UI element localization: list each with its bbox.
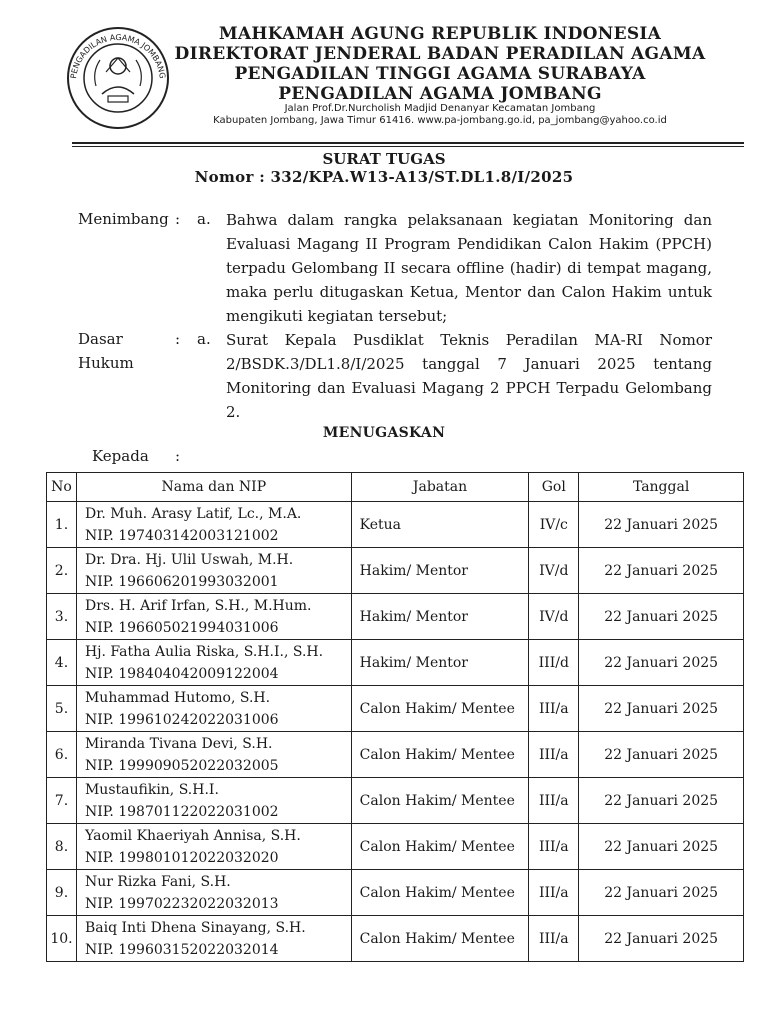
row-gol: III/d xyxy=(529,640,579,686)
row-name: Baiq Inti Dhena Sinayang, S.H. xyxy=(84,919,306,936)
row-name-nip xyxy=(76,640,351,686)
kepada-colon: : xyxy=(175,447,181,465)
menimbang-text: Bahwa dalam rangka pelaksanaan kegiatan Monitoring dan Evaluasi Magang II Program Pendidikan Calon Hakim (PPCH) terpadu Gelombang II secara offline (hadir) di tempat magang, maka perlu ditugaskan Ketua, Mentor dan Calon Hakim untuk mengikuti kegiatan tersebut; xyxy=(226,211,712,325)
menimbang-letter: a. xyxy=(197,210,211,228)
table-row xyxy=(47,870,744,916)
menugaskan-heading: MENUGASKAN xyxy=(322,425,446,441)
row-gol: III/a xyxy=(529,870,579,916)
header-rule-thick xyxy=(72,142,744,144)
header-tanggal: Tanggal xyxy=(579,473,744,502)
row-no: 4. xyxy=(47,640,77,686)
table-row xyxy=(47,548,744,594)
table-row xyxy=(47,778,744,824)
row-name-nip xyxy=(76,732,351,778)
row-jabatan: Calon Hakim/ Mentee xyxy=(351,732,529,778)
row-jabatan: Ketua xyxy=(351,502,529,548)
row-name: Drs. H. Arif Irfan, S.H., M.Hum. xyxy=(84,597,312,614)
row-nip: NIP. 196606201993032001 xyxy=(84,573,279,590)
table-row xyxy=(47,640,744,686)
assignment-table xyxy=(46,472,744,962)
header-rule-thin xyxy=(72,146,744,147)
row-tanggal: 22 Januari 2025 xyxy=(579,640,744,686)
kepada-label: Kepada xyxy=(92,447,149,465)
header-line-4: PENGADILAN AGAMA JOMBANG xyxy=(278,84,602,104)
row-nip: NIP. 199603152022032014 xyxy=(84,941,279,958)
row-tanggal: 22 Januari 2025 xyxy=(579,916,744,962)
row-name: Nur Rizka Fani, S.H. xyxy=(84,873,231,890)
row-name-nip xyxy=(76,824,351,870)
document-title: SURAT TUGAS xyxy=(322,150,446,168)
table-row xyxy=(47,686,744,732)
table-row xyxy=(47,732,744,778)
row-name: Dr. Dra. Hj. Ulil Uswah, M.H. xyxy=(84,551,294,568)
table-row xyxy=(47,916,744,962)
row-jabatan: Calon Hakim/ Mentee xyxy=(351,824,529,870)
dasar-label-2: Hukum xyxy=(78,354,134,372)
row-jabatan: Hakim/ Mentor xyxy=(351,594,529,640)
header-line-2: DIREKTORAT JENDERAL BADAN PERADILAN AGAMA xyxy=(174,44,706,64)
table-header-row xyxy=(47,473,744,502)
row-jabatan: Hakim/ Mentor xyxy=(351,548,529,594)
row-name: Dr. Muh. Arasy Latif, Lc., M.A. xyxy=(84,505,302,522)
row-no: 2. xyxy=(47,548,77,594)
row-name-nip xyxy=(76,916,351,962)
row-nip: NIP. 197403142003121002 xyxy=(84,527,279,544)
header-gol: Gol xyxy=(529,473,579,502)
row-no: 3. xyxy=(47,594,77,640)
row-no: 7. xyxy=(47,778,77,824)
address-line-2: Kabupaten Jombang, Jawa Timur 61416. www.pa-jombang.go.id, pa_jombang@yahoo.co.id xyxy=(213,115,667,126)
row-tanggal: 22 Januari 2025 xyxy=(579,824,744,870)
row-jabatan: Hakim/ Mentor xyxy=(351,640,529,686)
row-gol: IV/d xyxy=(529,594,579,640)
row-gol: III/a xyxy=(529,824,579,870)
row-tanggal: 22 Januari 2025 xyxy=(579,778,744,824)
header-nama-nip: Nama dan NIP xyxy=(76,473,351,502)
row-gol: III/a xyxy=(529,778,579,824)
dasar-text: Surat Kepala Pusdiklat Teknis Peradilan MA-RI Nomor 2/BSDK.3/DL1.8/I/2025 tanggal 7 Januari 2025 tentang Monitoring dan Evaluasi Magang 2 PPCH Terpadu Gelombang 2. xyxy=(226,331,712,421)
header-line-1: MAHKAMAH AGUNG REPUBLIK INDONESIA xyxy=(218,24,662,44)
row-name-nip xyxy=(76,594,351,640)
row-name: Mustaufikin, S.H.I. xyxy=(84,781,219,798)
row-name-nip xyxy=(76,548,351,594)
table-row xyxy=(47,824,744,870)
row-tanggal: 22 Januari 2025 xyxy=(579,732,744,778)
row-gol: IV/d xyxy=(529,548,579,594)
row-name: Muhammad Hutomo, S.H. xyxy=(84,689,271,706)
menimbang-label: Menimbang xyxy=(78,210,169,228)
row-name-nip xyxy=(76,686,351,732)
row-gol: III/a xyxy=(529,732,579,778)
document-number: Nomor : 332/KPA.W13-A13/ST.DL1.8/I/2025 xyxy=(194,168,574,186)
logo-text: PENGADILAN AGAMA JOMBANG xyxy=(69,32,167,80)
row-jabatan: Calon Hakim/ Mentee xyxy=(351,686,529,732)
row-tanggal: 22 Januari 2025 xyxy=(579,594,744,640)
row-name-nip xyxy=(76,870,351,916)
row-no: 8. xyxy=(47,824,77,870)
row-no: 10. xyxy=(47,916,77,962)
row-tanggal: 22 Januari 2025 xyxy=(579,502,744,548)
row-name-nip xyxy=(76,502,351,548)
row-nip: NIP. 199610242022031006 xyxy=(84,711,279,728)
table-row xyxy=(47,502,744,548)
row-no: 6. xyxy=(47,732,77,778)
row-jabatan: Calon Hakim/ Mentee xyxy=(351,870,529,916)
row-name: Hj. Fatha Aulia Riska, S.H.I., S.H. xyxy=(84,643,324,660)
dasar-label-1: Dasar xyxy=(78,330,123,348)
row-jabatan: Calon Hakim/ Mentee xyxy=(351,778,529,824)
menimbang-colon: : xyxy=(175,210,181,228)
header-jabatan: Jabatan xyxy=(351,473,529,502)
row-gol: III/a xyxy=(529,916,579,962)
row-jabatan: Calon Hakim/ Mentee xyxy=(351,916,529,962)
row-nip: NIP. 198701122022031002 xyxy=(84,803,279,820)
row-name: Miranda Tivana Devi, S.H. xyxy=(84,735,273,752)
row-no: 9. xyxy=(47,870,77,916)
row-tanggal: 22 Januari 2025 xyxy=(579,548,744,594)
header-line-3: PENGADILAN TINGGI AGAMA SURABAYA xyxy=(234,64,646,84)
dasar-letter: a. xyxy=(197,330,211,348)
row-nip: NIP. 199801012022032020 xyxy=(84,849,279,866)
header-no: No xyxy=(47,473,77,502)
row-no: 5. xyxy=(47,686,77,732)
table-row xyxy=(47,594,744,640)
row-gol: IV/c xyxy=(529,502,579,548)
row-nip: NIP. 199909052022032005 xyxy=(84,757,279,774)
dasar-colon: : xyxy=(175,330,181,348)
row-nip: NIP. 198404042009122004 xyxy=(84,665,279,682)
row-nip: NIP. 199702232022032013 xyxy=(84,895,279,912)
row-tanggal: 22 Januari 2025 xyxy=(579,870,744,916)
row-name-nip xyxy=(76,778,351,824)
row-tanggal: 22 Januari 2025 xyxy=(579,686,744,732)
address-line-1: Jalan Prof.Dr.Nurcholish Madjid Denanyar Kecamatan Jombang xyxy=(284,103,596,114)
row-name: Yaomil Khaeriyah Annisa, S.H. xyxy=(84,827,301,844)
row-gol: III/a xyxy=(529,686,579,732)
row-nip: NIP. 196605021994031006 xyxy=(84,619,279,636)
row-no: 1. xyxy=(47,502,77,548)
